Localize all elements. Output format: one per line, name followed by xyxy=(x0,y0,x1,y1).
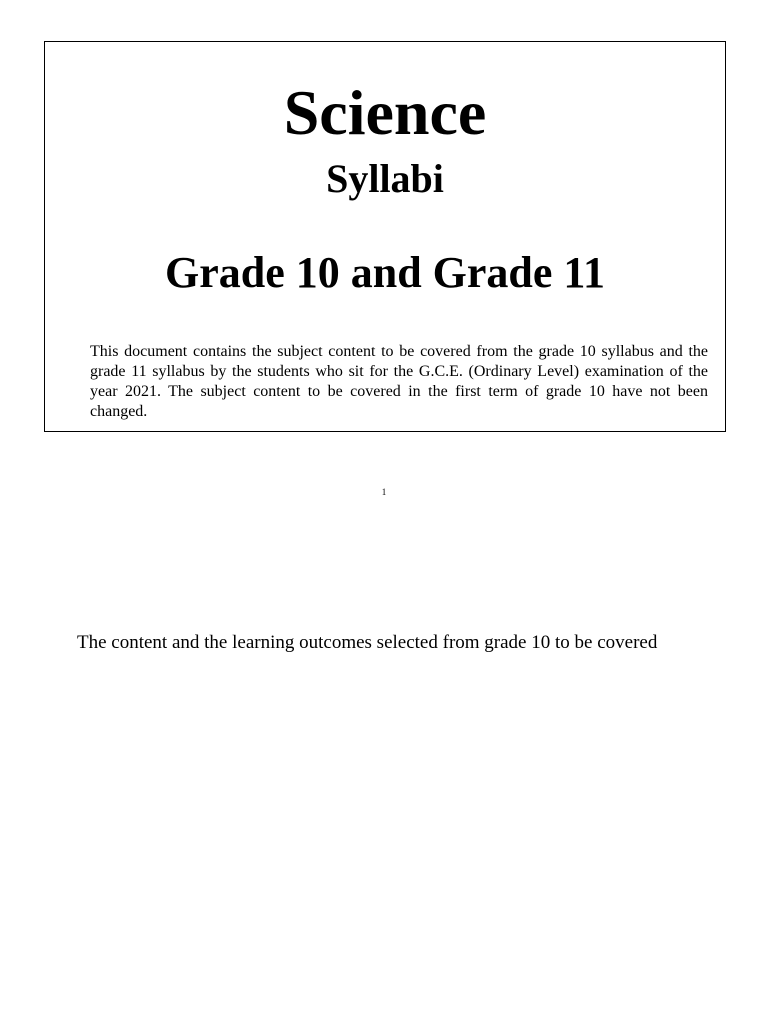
grade-heading: Grade 10 and Grade 11 xyxy=(164,248,606,297)
page-number: 1 xyxy=(381,487,387,497)
document-title: Science xyxy=(283,77,487,148)
intro-paragraph: This document contains the subject content to be covered from the grade 10 syllabus and the grade 11 syllabus by the students who sit for the G.C.E. (Ordinary Level) examination of the year 2021. The subject content to be covered in the first term of grade 10 have not been changed. xyxy=(90,343,708,420)
section-heading: The content and the learning outcomes selected from grade 10 to be covered xyxy=(77,632,658,653)
document-subtitle: Syllabi xyxy=(326,156,444,201)
cover-box xyxy=(44,41,726,432)
